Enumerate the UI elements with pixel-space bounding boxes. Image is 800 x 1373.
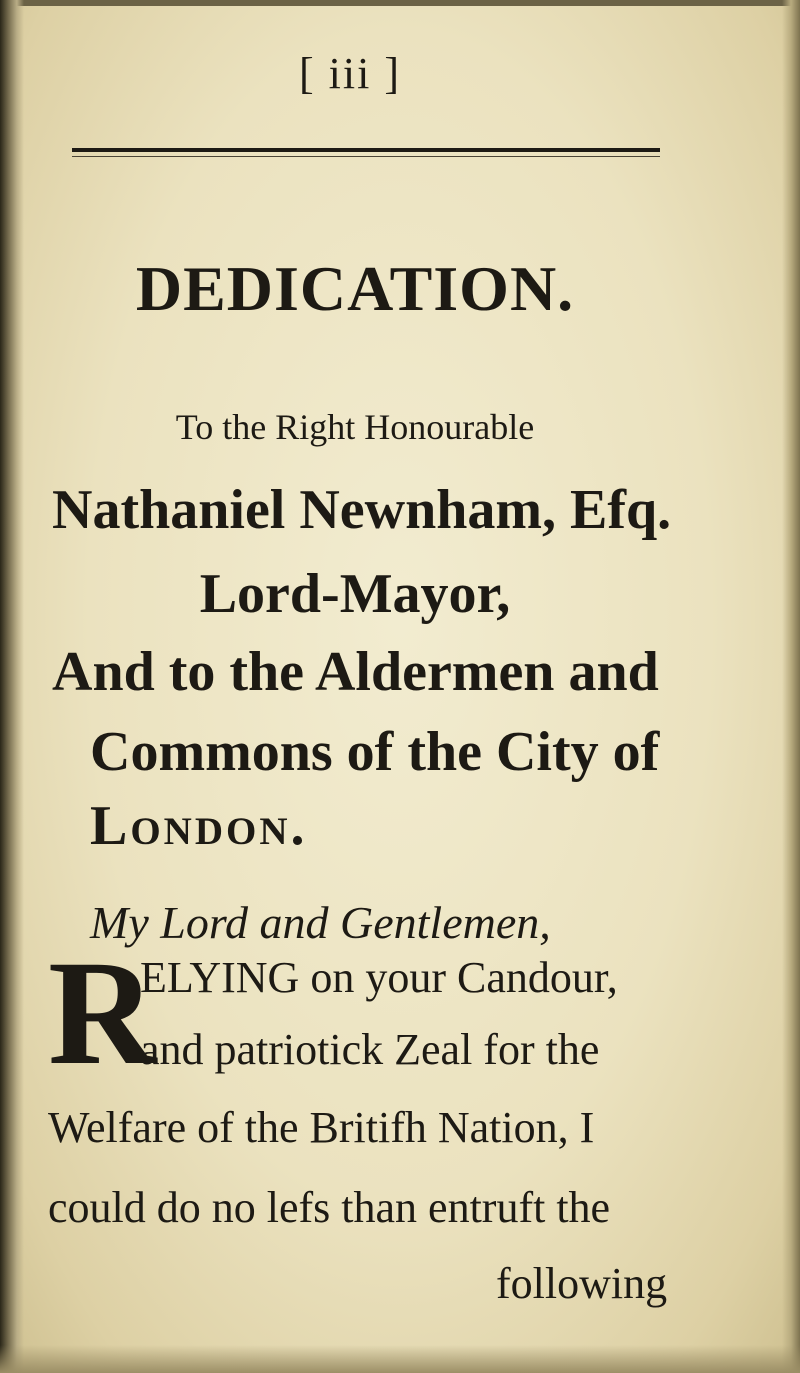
address-commons: Commons of the City of [90,721,660,783]
page-number: [ iii ] [299,49,401,98]
catchword: following [496,1259,668,1308]
page-right-edge [782,0,800,1373]
salutation: My Lord and Gentlemen, [90,897,551,948]
drop-cap: R [48,930,157,1096]
header-rule [72,148,660,152]
address-to: To the Right Honourable [175,407,535,447]
page-title: DEDICATION. [135,253,575,324]
body-line-1: ELYING on your Candour, [140,953,618,1002]
page-top-edge [0,0,800,6]
header-rule-thin [72,156,660,157]
body-line-4: could do no lefs than entruft the [48,1183,611,1232]
body-line-3: Welfare of the Britifh Nation, I [48,1103,595,1152]
address-city: London. [90,795,308,857]
address-name: Nathaniel Newnham, Efq. [52,479,672,541]
page-bottom-edge [0,1345,800,1373]
address-aldermen: And to the Aldermen and [52,641,659,703]
address-office: Lord-Mayor, [199,563,511,625]
page-binding-edge [0,0,24,1373]
body-line-2: and patriotick Zeal for the [140,1025,600,1074]
